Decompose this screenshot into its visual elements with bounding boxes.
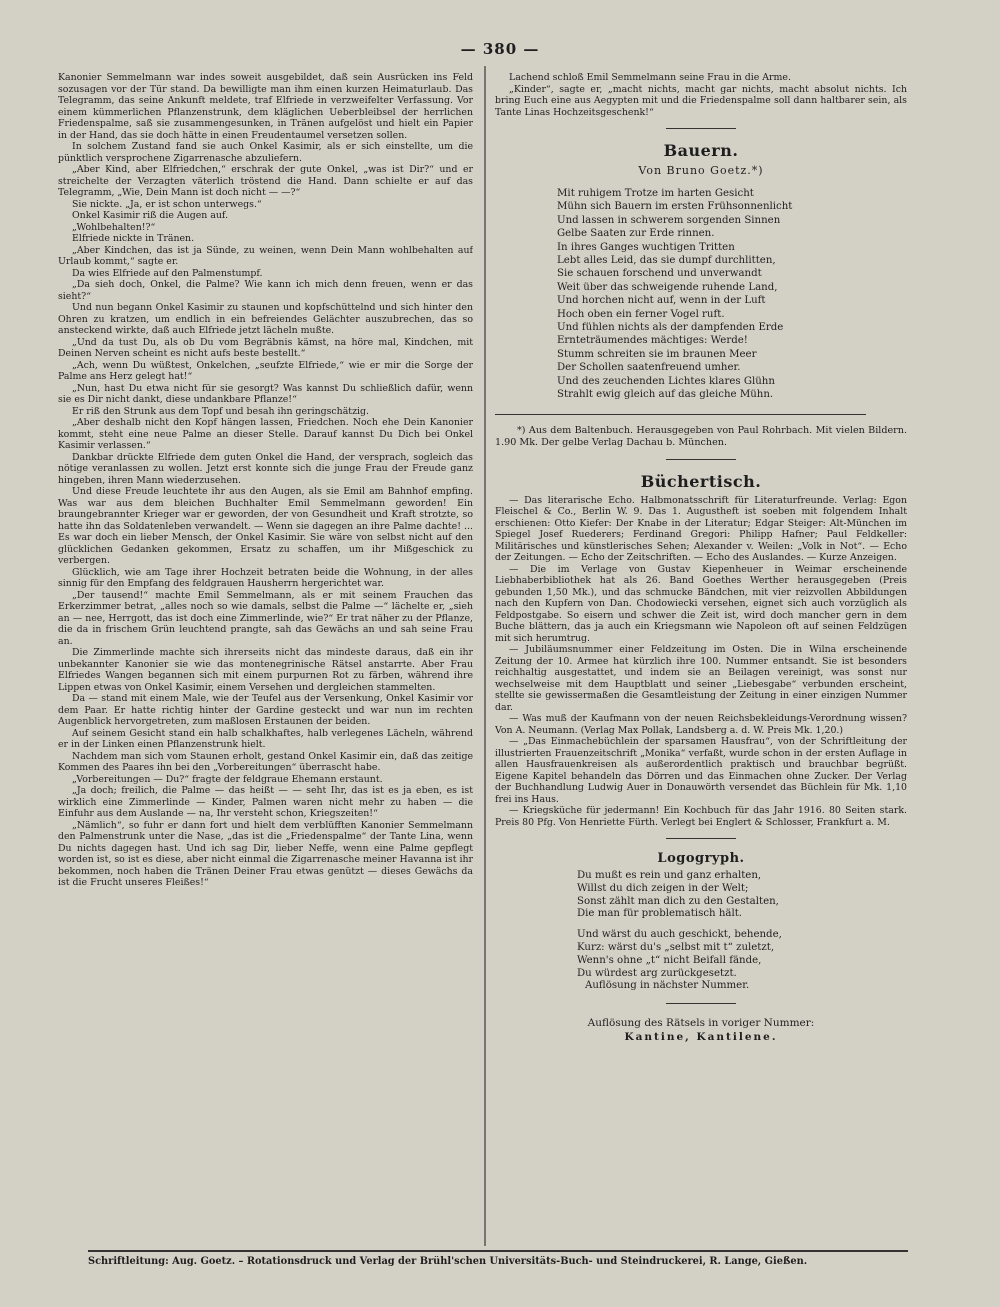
riddle-line: Willst du dich zeigen in der Welt; [577, 882, 749, 894]
riddle-line: Kurz: wärst du's „selbst mit t“ zuletzt, [577, 941, 775, 953]
logogryph-title: Logogryph. [657, 851, 745, 866]
poem-line: Gelbe Saaten zur Erde rinnen. [557, 228, 715, 240]
imprint-footer: Schriftleitung: Aug. Goetz. – Rotationsdruck und Verlag der Brühl'schen Universitäts-Buch- und Steindruckerei, R. Lange, Gießen. [88, 1256, 808, 1267]
poem-line: Sie schauen forschend und unverwandt [557, 268, 762, 280]
poem-line: In ihres Ganges wuchtigen Tritten [557, 241, 735, 253]
right-column [495, 72, 907, 1250]
logogryph-stanza-1 [577, 870, 907, 921]
poem-byline: Von Bruno Goetz.*) [638, 164, 764, 177]
solution-answer: Kantine, Kantilene. [624, 1031, 778, 1044]
footnote-rule [495, 414, 866, 415]
story-paragraph: „Wohlbehalten!?“ [72, 221, 156, 233]
poem-line: Und horchen nicht auf, wenn in der Luft [557, 295, 766, 307]
riddle-line: Die man für problematisch hält. [577, 908, 743, 920]
poem-bauern [557, 187, 907, 402]
story-paragraph: Er riß den Strunk aus dem Topf und besah ihn geringschätzig. [72, 405, 369, 417]
book-notice: — Das literarische Echo. Halbmonatsschrift für Literaturfreunde. Verlag: Egon Fleischel & Co., Berlin W. 9. Das 1. Augustheft ist soeben mit folgendem Inhalt erschienen: Otto Kiefer: Der Knabe in der Literatur; Edgar Steiger: Alt-München im Spiegel Josef Ruederers; Ferdinand Gregori: Philipp Hafner; Paul Feldkeller: Militärisches und künstlerisches Sehen; Alexander v. Weilen: „Volk in Not“. — Echo der Zeitungen. — Echo der Zeitschriften. — Echo des Auslandes. — Kurze Anzeigen. [495, 494, 907, 563]
story-paragraph: „Nämlich“, so fuhr er dann fort und hielt dem verblüfften Kanonier Semmelmann den Palmenstrunk unter die Nase, „das ist die „Friedenspalme“ der Tante Lina, wenn Du nichts dagegen hast. Und ich sag Dir, lieber Neffe, wenn eine Palme gepflegt worden ist, so ist es diese, aber nicht einmal die Zigarrenasche meiner Havanna ist ihr bekommen, noch haben die Tränen Deiner Frau etwas genützt — dieses Gewächs da ist die Frucht unseres Fleißes!“ [58, 819, 473, 888]
story-paragraph: „Ach, wenn Du wüßtest, Onkelchen, „seufzte Elfriede,“ wie er mir die Sorge der Palme ans Herz gelegt hat!“ [58, 359, 473, 382]
poem-line: Und des zeuchenden Lichtes klares Glühn [557, 375, 775, 387]
logogryph-stanza-2 [577, 929, 907, 993]
poem-footnote: *) Aus dem Baltenbuch. Herausgegeben von Paul Rohrbach. Mit vielen Bildern. 1.90 Mk. Der gelbe Verlag Dachau b. München. [495, 424, 907, 448]
riddle-note: Auflösung in nächster Nummer. [585, 980, 750, 992]
poem-line: Mühn sich Bauern im ersten Frühsonnenlicht [557, 201, 793, 213]
story-paragraph: Und nun begann Onkel Kasimir zu staunen und kopfschüttelnd und sich hinter den Ohren zu kratzen, um endlich in ein befreiendes Gelächter auszubrechen, das so ansteckend wirkte, daß auch Elfriede jetzt lächeln mußte. [58, 302, 473, 336]
story-paragraph: „Aber Kind, aber Elfriedchen,“ erschrak der gute Onkel, „was ist Dir?“ und er streichelte der Verzagten väterlich tröstend die Hand. Dann schielte er auf das Telegramm, „Wie, Dein Mann ist doch nicht — —?“ [58, 164, 473, 198]
story-paragraph: Die Zimmerlinde machte sich ihrerseits nicht das mindeste daraus, daß ein ihr unbekannter Kanonier sie wie das montenegrinische Rätsel anstarrte. Aber Frau Elfriedes Wangen begannen sich mit einem purpurnen Rot zu färben, während ihre Lippen etwas von Onkel Kasimir, einem Versehen und dergleichen stammelten. [58, 647, 473, 693]
story-paragraph: Elfriede nickte in Tränen. [72, 233, 195, 244]
story-paragraph: „Und da tust Du, als ob Du vom Begräbnis kämst, na höre mal, Kindchen, mit Deinen Nerven scheint es nicht aufs beste bestellt.“ [58, 336, 473, 359]
story-paragraph: Da wies Elfriede auf den Palmenstumpf. [72, 267, 263, 279]
poem-line: Stumm schreiten sie im braunen Meer [557, 348, 757, 360]
section-separator [666, 1003, 736, 1004]
poem-line: Hoch oben ein ferner Vogel ruft. [557, 308, 725, 320]
book-notice: — „Das Einmachebüchlein der sparsamen Hausfrau“, von der Schriftleitung der illustrierten Frauenzeitschrift „Monika“ verfaßt, wurde schon in der ersten Auflage in allen Hausfrauenkreisen als außerordentlich praktisch und brauchbar begrüßt. Eigene Kapitel behandeln das Dörren und das Einmachen ohne Zucker. Der Verlag der Buchhandlung Ludwig Auer in Donauwörth versendet das Büchlein für Mk. 1,10 frei ins Haus. [495, 736, 907, 805]
left-column [58, 72, 473, 1250]
poem-line: Weit über das schweigende ruhende Land, [557, 281, 778, 293]
riddle-line: Du mußt es rein und ganz erhalten, [577, 870, 762, 881]
story-paragraph: Onkel Kasimir riß die Augen auf. [72, 210, 229, 221]
section-separator [666, 128, 736, 129]
riddle-line: Und wärst du auch geschickt, behende, [577, 929, 782, 941]
book-notice: — Was muß der Kaufmann von der neuen Reichsbekleidungs-Verordnung wissen? Von A. Neumann. (Verlag Max Pollak, Landsberg a. d. W. Preis Mk. 1,20.) [495, 713, 907, 736]
poem-line: Ernteträumendes mächtiges: Werde! [557, 335, 748, 347]
poem-line: Und fühlen nichts als der dampfenden Erde [557, 322, 784, 334]
buechertisch-title: Büchertisch. [640, 471, 762, 491]
story-paragraph: „Der tausend!“ machte Emil Semmelmann, als er mit seinem Frauchen das Erkerzimmer betrat, „alles noch so wie damals, selbst die Palme —“ lächelte er, „sieh an — nee, Herrgott, das ist doch eine Zimmerlinde, wie?“ Er trat näher zu der Pflanze, die da in frischem Grün leuchtend prangte, sah das Gewächs an und sah seine Frau an. [58, 589, 473, 647]
column-divider [484, 66, 486, 1246]
riddle-line: Sonst zählt man dich zu den Gestalten, [577, 895, 779, 907]
footer-rule [88, 1250, 908, 1252]
poem-line: Und lassen in schwerem sorgenden Sinnen [557, 214, 781, 226]
story-paragraph: „Nun, hast Du etwa nicht für sie gesorgt? Was kannst Du schließlich dafür, wenn sie es Dir nicht dankt, diese undankbare Pflanze!“ [58, 382, 473, 405]
story-paragraph: Lachend schloß Emil Semmelmann seine Frau in die Arme. [509, 72, 791, 83]
story-paragraph: In solchem Zustand fand sie auch Onkel Kasimir, als er sich einstellte, um die pünktlich versprochene Zigarrenasche abzuliefern. [58, 141, 473, 164]
poem-line: Lebt alles Leid, das sie dumpf durchlitten, [557, 255, 776, 267]
story-paragraph: Nachdem man sich vom Staunen erholt, gestand Onkel Kasimir ein, daß das zeitige Kommen des Paares ihn bei den „Vorbereitungen“ überrascht habe. [58, 750, 473, 773]
book-notice: — Kriegsküche für jedermann! Ein Kochbuch für das Jahr 1916. 80 Seiten stark. Preis 80 Pfg. Von Henriette Fürth. Verlegt bei Englert & Schlosser, Frankfurt a. M. [495, 805, 907, 828]
story-paragraph: Glücklich, wie am Tage ihrer Hochzeit betraten beide die Wohnung, in der alles sinnig für den Empfang des feldgrauen Hausherrn hergerichtet war. [58, 566, 473, 589]
poem-line: Mit ruhigem Trotze im harten Gesicht [557, 188, 754, 199]
story-paragraph: Dankbar drückte Elfriede dem guten Onkel die Hand, der versprach, sogleich das nötige veranlassen zu wollen. Jetzt erst konnte sich die junge Frau der Freude ganz hingeben, ihren Mann wiederzusehen. [58, 451, 473, 486]
story-paragraph: „Aber deshalb nicht den Kopf hängen lassen, Friedchen. Noch ehe Dein Kanonier kommt, steht eine neue Palme an dieser Stelle. Darauf kannst Du Dich bei Onkel Kasimir verlassen.“ [58, 417, 473, 451]
poem-title: Bauern. [663, 141, 739, 160]
story-paragraph: „Aber Kindchen, das ist ja Sünde, zu weinen, wenn Dein Mann wohlbehalten auf Urlaub kommt,“ sagte er. [58, 244, 473, 267]
section-separator [666, 459, 736, 460]
story-paragraph: „Vorbereitungen — Du?“ fragte der feldgraue Ehemann erstaunt. [72, 773, 383, 785]
story-paragraph: „Ja doch; freilich, die Palme — das heißt — — seht Ihr, das ist es ja eben, es ist wirklich eine Zimmerlinde — Kinder, Palmen waren nicht mehr zu haben — die Einfuhr aus dem Auslande — na, Ihr versteht schon, Kriegszeiten!“ [58, 785, 473, 819]
book-notice: — Jubiläumsnummer einer Feldzeitung im Osten. Die in Wilna erscheinende Zeitung der 10. Armee hat kürzlich ihre 100. Nummer entsandt. Sie ist besonders reichhaltig ausgestattet, und indem sie an Beilagen vereinigt, was sonst nur wechselweise mit dem Hauptblatt und seiner „Liebesgabe“ verbunden erscheint, stellte sie gewissermaßen die Gesamtleistung der Zeitung in einer einzigen Nummer dar. [495, 644, 907, 713]
book-notice: — Die im Verlage von Gustav Kiepenheuer in Weimar erscheinende Liebhaberbibliothek hat als 26. Band Goethes Werther herausgegeben (Preis gebunden 1,50 Mk.), und das schmucke Bändchen, mit vier reizvollen Abbildungen nach den Kupfern von Dan. Chodowiecki versehen, eignet sich auch vorzüglich als Feldpostgabe. So eisern und schwer die Zeit ist, wird doch mancher gern in dem Buche blättern, das ja auch ein Kriegsmann wie Napoleon oft auf seinen Feldzügen mit sich herumtrug. [495, 563, 907, 644]
story-paragraph: „Da sieh doch, Onkel, die Palme? Wie kann ich mich denn freuen, wenn er das sieht?“ [58, 279, 473, 302]
solution-label: Auflösung des Rätsels in voriger Nummer: [587, 1017, 815, 1030]
riddle-line: Du würdest arg zurückgesetzt. [577, 967, 737, 979]
story-paragraph: Und diese Freude leuchtete ihr aus den Augen, als sie Emil am Bahnhof empfing. Was war aus dem bleichen Buchhalter Emil Semmelmann geworden! Ein braungebrannter Krieger war er geworden, der von Gesundheit und Kraft strotzte, so hatte ihn das Soldatenleben verwandelt. — Wenn sie dagegen an ihre Palme dachte! ... Es war doch ein lieber Mensch, der Onkel Kasimir. Sie wäre von selbst nicht auf den glücklichen Gedanken gekommen, Ersatz zu schaffen, um ihr Mißgeschick zu verbergen. [58, 486, 473, 566]
poem-line: Strahlt ewig gleich auf das gleiche Mühn. [557, 389, 774, 401]
riddle-line: Wenn's ohne „t“ nicht Beifall fände, [577, 954, 762, 966]
poem-line: Der Schollen saatenfreuend umher. [557, 362, 741, 374]
page-number: — 380 — [460, 40, 540, 58]
story-paragraph: „Kinder“, sagte er, „macht nichts, macht gar nichts, macht absolut nichts. Ich bring Euch eine aus Aegypten mit und die Friedenspalme soll dann haltbarer sein, als Tante Linas Hochzeitsgeschenk!“ [495, 83, 907, 118]
section-separator [666, 838, 736, 839]
story-paragraph: Auf seinem Gesicht stand ein halb schalkhaftes, halb verlegenes Lächeln, während er in der Linken einen Pflanzenstrunk hielt. [58, 727, 473, 750]
story-paragraph: Sie nickte. „Ja, er ist schon unterwegs.“ [72, 198, 262, 210]
story-paragraph: Kanonier Semmelmann war indes soweit ausgebildet, daß sein Ausrücken ins Feld sozusagen vor der Tür stand. Da bewilligte man ihm einen kurzen Heimaturlaub. Das Telegramm, das seine Ankunft meldete, traf Elfriede in verzweifelter Verfassung. Vor einem kümmerlichen Pflanzenstrunk, dem kläglichen Ueberbleibsel der herrlichen Friedenspalme, saß sie zusammengesunken, in Tränen aufgelöst und hielt ein Papier in der Hand, das sie doch hätte in einen Freudentaumel versetzen sollen. [58, 72, 473, 141]
previous-solution [495, 1016, 907, 1044]
story-paragraph: Da — stand mit einem Male, wie der Teufel aus der Versenkung, Onkel Kasimir vor dem Paar. Er hatte richtig hinter der Gardine gesteckt und war nun im rechten Augenblick hervorgetreten, zum maßlosen Erstaunen der beiden. [58, 693, 473, 727]
